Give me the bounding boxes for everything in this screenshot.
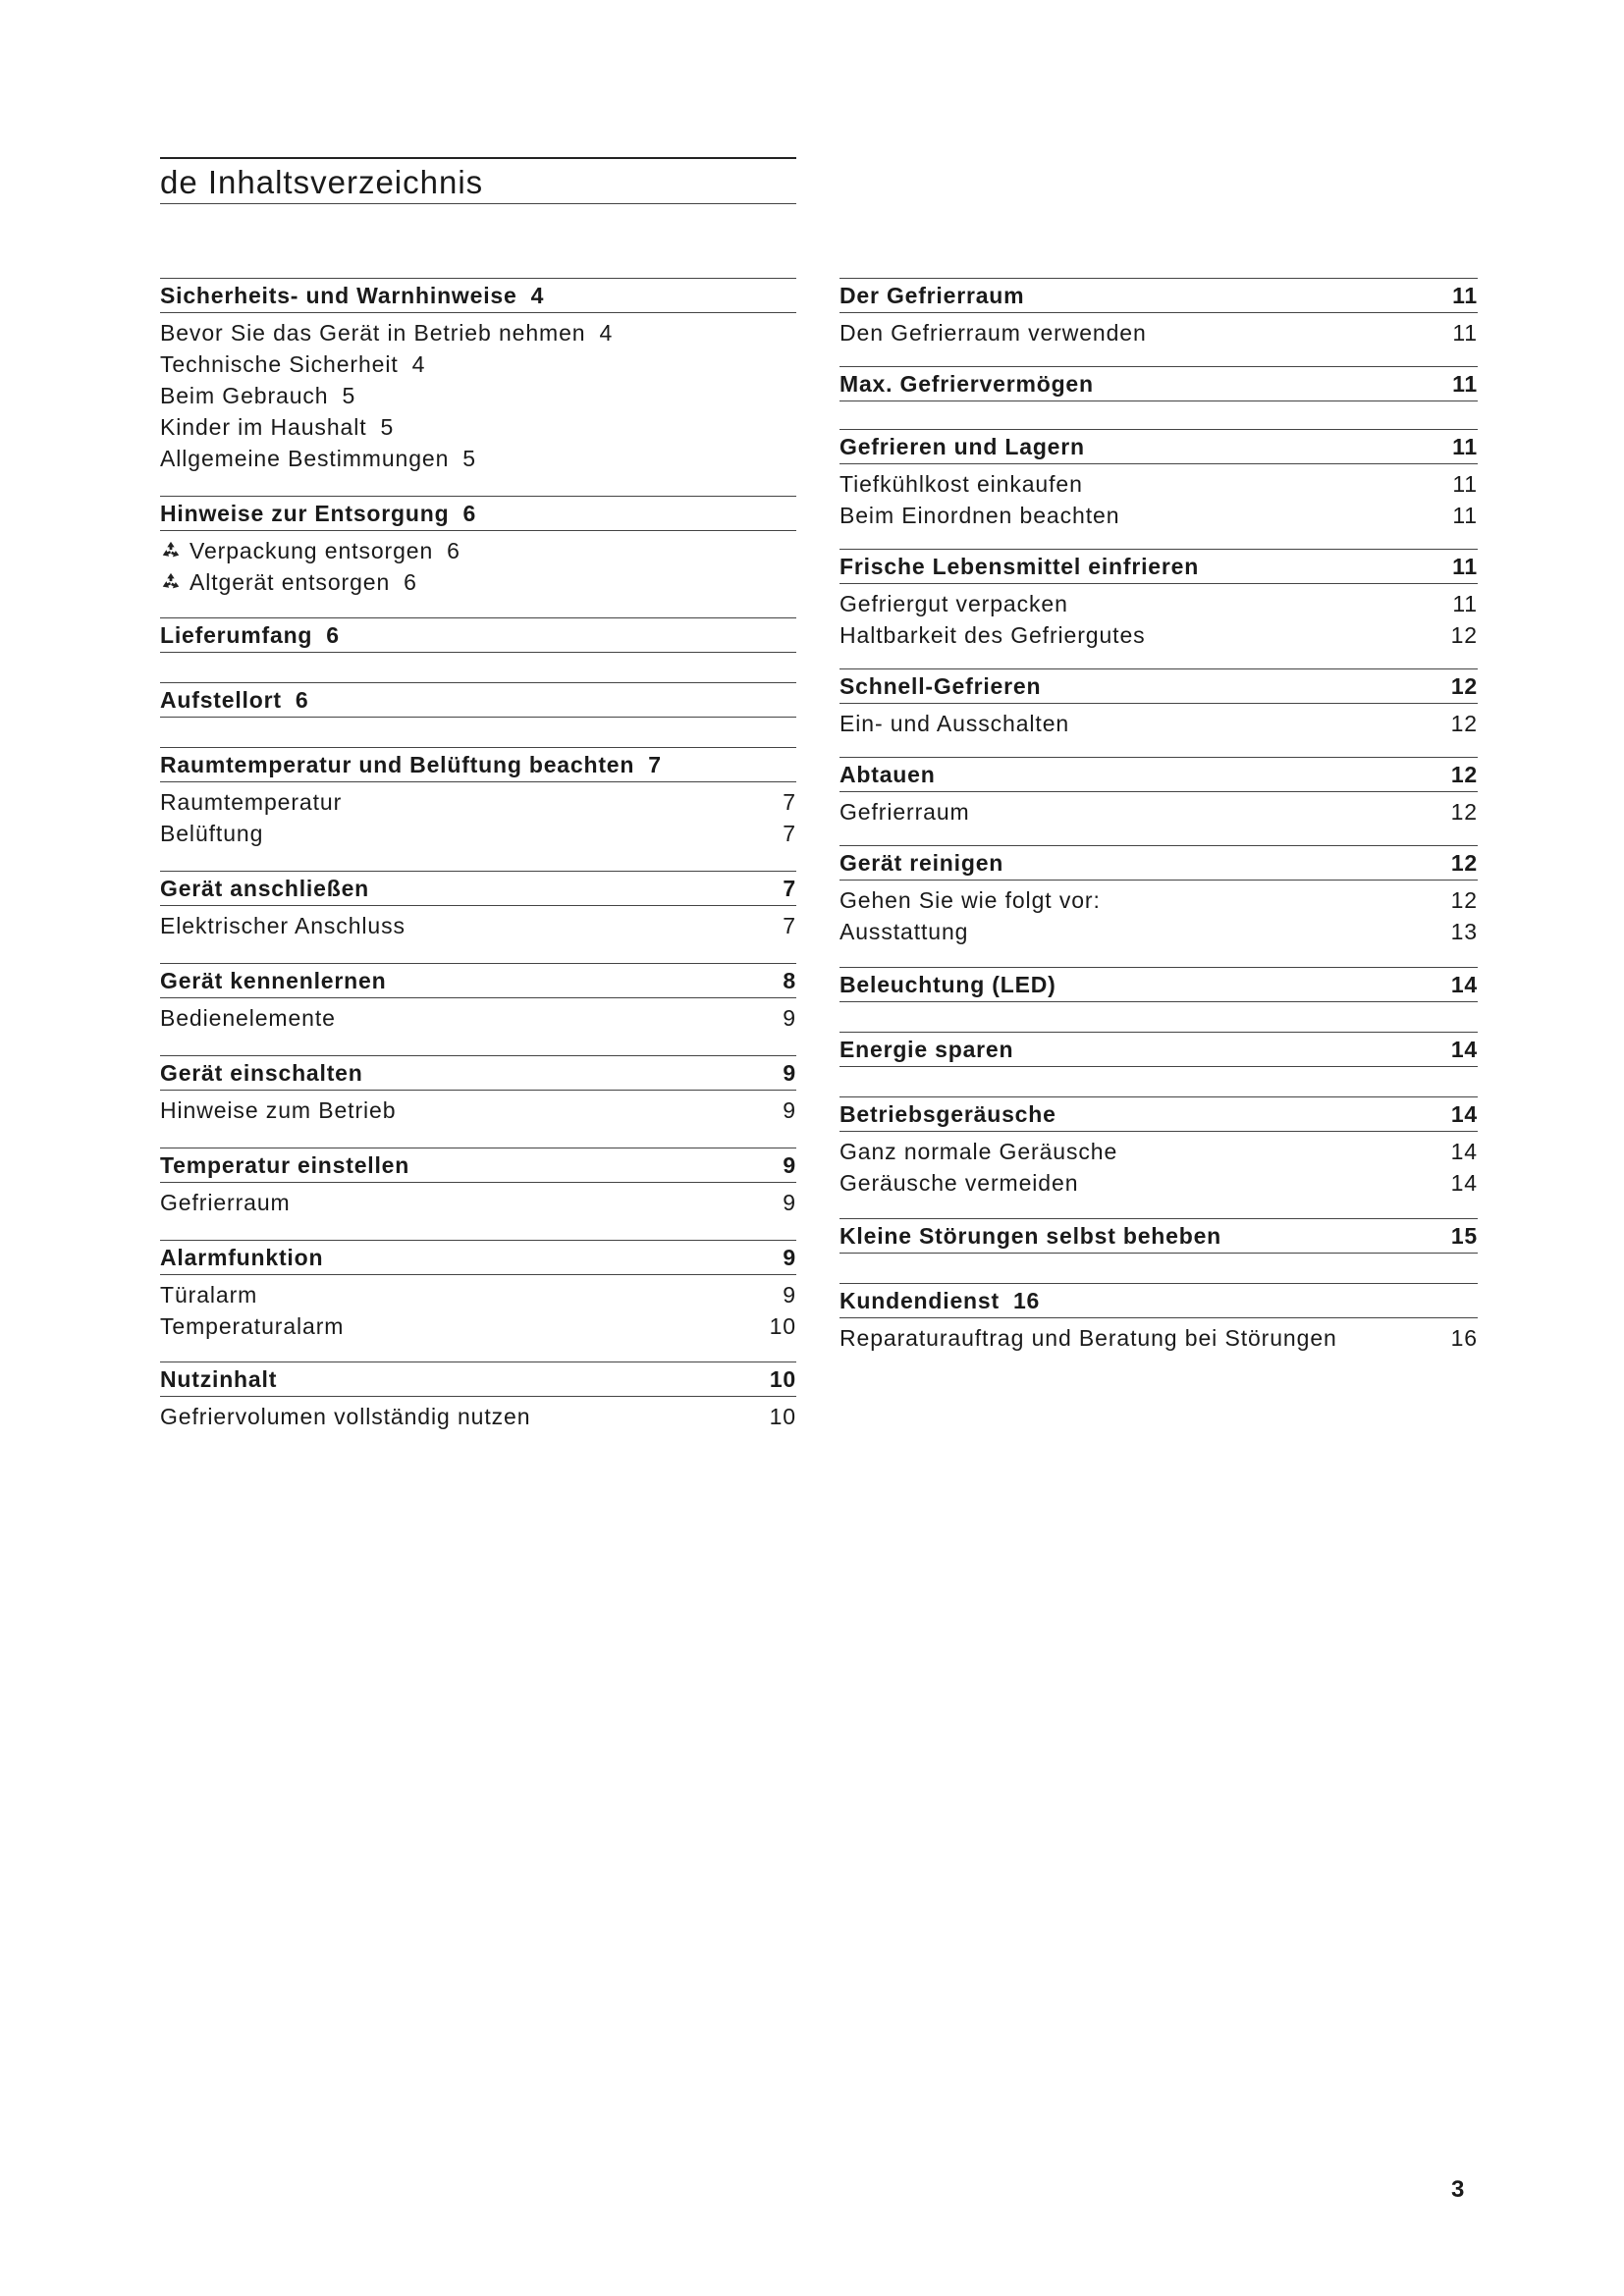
toc-section-heading[interactable] bbox=[839, 967, 1478, 1002]
toc-entry-label-wrap bbox=[160, 351, 399, 378]
toc-section-title: Gerät kennenlernen bbox=[160, 967, 387, 993]
toc-entry-page: 4 bbox=[599, 319, 614, 346]
toc-section bbox=[839, 1096, 1478, 1199]
toc-section-title: Aufstellort bbox=[160, 686, 282, 713]
toc-entry-label: Tiefkühlkost einkaufen bbox=[839, 470, 1083, 497]
toc-right-column bbox=[839, 278, 1478, 1354]
toc-entry[interactable] bbox=[160, 1279, 796, 1310]
toc-entry-list bbox=[160, 1275, 796, 1342]
toc-entry[interactable] bbox=[160, 348, 796, 380]
toc-entry-label-wrap bbox=[839, 471, 1083, 498]
toc-section-title: Sicherheits- und Warnhinweise bbox=[160, 282, 517, 308]
toc-section-page: 11 bbox=[1452, 553, 1478, 579]
toc-entry[interactable] bbox=[160, 1310, 796, 1342]
toc-entry-list bbox=[839, 313, 1478, 348]
toc-section-title: Gerät reinigen bbox=[839, 849, 1004, 876]
toc-section-title: Gerät einschalten bbox=[160, 1059, 363, 1086]
toc-section-page: 11 bbox=[1452, 282, 1478, 308]
toc-entry-list bbox=[160, 313, 796, 474]
toc-section-heading[interactable] bbox=[160, 1055, 796, 1091]
toc-section-heading[interactable] bbox=[839, 366, 1478, 401]
toc-section bbox=[160, 963, 796, 1034]
toc-section-page: 6 bbox=[462, 500, 477, 526]
toc-section-title: Der Gefrierraum bbox=[839, 282, 1025, 308]
toc-section-heading[interactable] bbox=[160, 747, 796, 782]
toc-section-title: Lieferumfang bbox=[160, 621, 313, 648]
toc-entry-label-wrap bbox=[160, 1313, 344, 1340]
toc-entry-label-wrap bbox=[160, 1282, 257, 1308]
toc-entry-label: Geräusche vermeiden bbox=[839, 1169, 1079, 1196]
toc-entry-list bbox=[160, 531, 796, 598]
toc-entry-label: Gehen Sie wie folgt vor: bbox=[839, 886, 1101, 913]
toc-entry-label-wrap bbox=[839, 887, 1101, 914]
toc-entry-label-wrap bbox=[160, 320, 585, 347]
toc-entry-label: Gefrierraum bbox=[839, 798, 970, 825]
toc-entry[interactable] bbox=[160, 1095, 796, 1126]
toc-section bbox=[839, 668, 1478, 739]
toc-left-column bbox=[160, 278, 796, 1432]
toc-entry-page: 7 bbox=[783, 820, 796, 846]
toc-entry-list bbox=[160, 906, 796, 941]
toc-entry[interactable] bbox=[160, 1187, 796, 1218]
toc-entry-page: 14 bbox=[1450, 1138, 1478, 1164]
toc-section-heading[interactable] bbox=[839, 1096, 1478, 1132]
toc-section bbox=[839, 366, 1478, 411]
toc-entry-label-wrap bbox=[160, 1404, 530, 1430]
toc-section-page: 12 bbox=[1450, 672, 1478, 699]
toc-entry-label: Gefriervolumen vollständig nutzen bbox=[160, 1403, 531, 1429]
toc-entry-list bbox=[160, 782, 796, 849]
toc-entry-page: 11 bbox=[1452, 319, 1478, 346]
toc-entry-page: 7 bbox=[783, 912, 796, 938]
toc-section-page: 8 bbox=[783, 967, 796, 993]
toc-entry[interactable] bbox=[160, 818, 796, 849]
toc-entry-page: 13 bbox=[1450, 918, 1478, 944]
toc-entry-label: Ausstattung bbox=[839, 918, 969, 944]
toc-entry-label-wrap bbox=[839, 799, 970, 826]
toc-section-page: 15 bbox=[1450, 1222, 1478, 1249]
toc-section-page: 14 bbox=[1450, 1036, 1478, 1062]
toc-entry-page: 9 bbox=[783, 1281, 796, 1308]
toc-entry-page: 11 bbox=[1452, 502, 1478, 528]
toc-entry-label: Ein- und Ausschalten bbox=[839, 710, 1070, 736]
toc-entry[interactable] bbox=[839, 588, 1478, 619]
toc-section-heading[interactable] bbox=[839, 549, 1478, 584]
toc-entry-list bbox=[839, 1318, 1478, 1354]
toc-section-heading[interactable] bbox=[839, 845, 1478, 881]
toc-section-heading[interactable] bbox=[839, 1032, 1478, 1067]
toc-entry-page: 11 bbox=[1452, 470, 1478, 497]
toc-entry-label-wrap bbox=[839, 1325, 1337, 1352]
toc-entry-label: Türalarm bbox=[160, 1281, 258, 1308]
toc-entry-label: Gefrierraum bbox=[160, 1189, 291, 1215]
toc-entry-label: Temperaturalarm bbox=[160, 1312, 345, 1339]
toc-entry[interactable] bbox=[839, 468, 1478, 500]
toc-entry-label: Gefriergut verpacken bbox=[839, 590, 1068, 616]
toc-section-page: 11 bbox=[1452, 433, 1478, 459]
toc-section bbox=[839, 278, 1478, 348]
toc-section bbox=[160, 747, 796, 849]
toc-section-heading[interactable] bbox=[160, 963, 796, 998]
toc-section-page: 14 bbox=[1450, 971, 1478, 997]
toc-entry-label: Kinder im Haushalt bbox=[160, 413, 367, 440]
toc-entry-page: 12 bbox=[1450, 621, 1478, 648]
toc-entry-page: 12 bbox=[1450, 886, 1478, 913]
toc-entry[interactable] bbox=[160, 910, 796, 941]
toc-section-heading[interactable] bbox=[839, 668, 1478, 704]
toc-entry-label: Reparaturauftrag und Beratung bei Störungen bbox=[839, 1324, 1337, 1351]
toc-entry-label-wrap bbox=[160, 446, 449, 472]
toc-entry-label: Hinweise zum Betrieb bbox=[160, 1096, 397, 1123]
toc-entry-page: 12 bbox=[1450, 710, 1478, 736]
toc-entry-label-wrap bbox=[839, 622, 1146, 649]
toc-section-heading[interactable] bbox=[160, 871, 796, 906]
toc-entry-label-wrap bbox=[160, 913, 406, 939]
toc-entry-page: 6 bbox=[404, 568, 417, 595]
toc-entry[interactable] bbox=[839, 500, 1478, 531]
toc-section-title: Temperatur einstellen bbox=[160, 1151, 410, 1178]
page-number: 3 bbox=[1451, 2176, 1465, 2203]
toc-section bbox=[839, 429, 1478, 531]
toc-entry-page: 9 bbox=[783, 1189, 796, 1215]
toc-entry-list bbox=[839, 704, 1478, 739]
toc-section-title: Alarmfunktion bbox=[160, 1244, 324, 1270]
toc-entry-label: Belüftung bbox=[160, 820, 264, 846]
toc-entry[interactable] bbox=[160, 1002, 796, 1034]
toc-entry-page: 7 bbox=[783, 788, 796, 815]
toc-section-title: Raumtemperatur und Belüftung beachten bbox=[160, 751, 635, 777]
toc-entry-label-wrap bbox=[160, 821, 263, 847]
toc-section-heading[interactable] bbox=[160, 1240, 796, 1275]
toc-entry-page: 9 bbox=[783, 1004, 796, 1031]
toc-entry-page: 14 bbox=[1450, 1169, 1478, 1196]
toc-entry-label-wrap bbox=[160, 569, 390, 596]
toc-entry[interactable] bbox=[839, 317, 1478, 348]
toc-entry-list bbox=[839, 792, 1478, 828]
toc-section-heading[interactable] bbox=[839, 757, 1478, 792]
toc-entry[interactable] bbox=[839, 1322, 1478, 1354]
toc-section-heading[interactable] bbox=[839, 278, 1478, 313]
toc-section-title: Schnell-Gefrieren bbox=[839, 672, 1042, 699]
toc-section bbox=[839, 1218, 1478, 1263]
toc-section-page: 9 bbox=[783, 1059, 796, 1086]
toc-section-page: 6 bbox=[295, 686, 309, 713]
toc-section bbox=[160, 617, 796, 663]
toc-section-heading[interactable] bbox=[160, 496, 796, 531]
toc-entry-label: Elektrischer Anschluss bbox=[160, 912, 406, 938]
toc-section bbox=[160, 1362, 796, 1432]
toc-entry-page: 5 bbox=[380, 413, 395, 440]
toc-entry-label-wrap bbox=[839, 320, 1147, 347]
toc-section-page: 7 bbox=[783, 875, 796, 901]
toc-entry-label: Bedienelemente bbox=[160, 1004, 336, 1031]
toc-entry[interactable] bbox=[839, 916, 1478, 947]
toc-section bbox=[839, 845, 1478, 947]
toc-entry-label-wrap bbox=[160, 789, 342, 816]
toc-section-title: Beleuchtung (LED) bbox=[839, 971, 1056, 997]
toc-section-heading[interactable] bbox=[160, 278, 796, 313]
toc-section-page: 4 bbox=[530, 282, 545, 308]
toc-entry[interactable] bbox=[839, 884, 1478, 916]
toc-section-title: Abtauen bbox=[839, 761, 936, 787]
toc-entry-label: Beim Gebrauch bbox=[160, 382, 329, 408]
toc-entry[interactable] bbox=[160, 317, 796, 348]
toc-entry-page: 9 bbox=[783, 1096, 796, 1123]
toc-entry[interactable] bbox=[839, 796, 1478, 828]
toc-entry-page: 11 bbox=[1452, 590, 1478, 616]
toc-entry[interactable] bbox=[160, 566, 796, 598]
toc-entry-list bbox=[160, 1183, 796, 1218]
toc-entry[interactable] bbox=[160, 786, 796, 818]
toc-entry[interactable] bbox=[839, 1167, 1478, 1199]
toc-section-heading[interactable] bbox=[839, 1283, 1478, 1318]
toc-entry-label-wrap bbox=[839, 1139, 1117, 1165]
toc-entry-label-wrap bbox=[160, 383, 329, 409]
toc-entry-label: Altgerät entsorgen bbox=[189, 568, 391, 595]
toc-section-title: Max. Gefriervermögen bbox=[839, 370, 1094, 397]
toc-section bbox=[839, 549, 1478, 651]
toc-entry-page: 4 bbox=[411, 350, 426, 377]
toc-section bbox=[160, 1055, 796, 1126]
toc-entry[interactable] bbox=[839, 619, 1478, 651]
toc-entry-label-wrap bbox=[160, 1190, 291, 1216]
toc-entry-label: Raumtemperatur bbox=[160, 788, 343, 815]
toc-section-title: Gerät anschließen bbox=[160, 875, 370, 901]
toc-entry-label: Ganz normale Geräusche bbox=[839, 1138, 1118, 1164]
toc-section-title: Kundendienst bbox=[839, 1287, 1000, 1313]
toc-entry-label: Technische Sicherheit bbox=[160, 350, 399, 377]
toc-entry-label-wrap bbox=[839, 1170, 1078, 1197]
toc-entry-list bbox=[160, 1091, 796, 1126]
page-title: de Inhaltsverzeichnis bbox=[160, 164, 484, 200]
toc-entry-label-wrap bbox=[839, 919, 968, 945]
toc-section-page: 12 bbox=[1450, 761, 1478, 787]
toc-entry-list bbox=[839, 584, 1478, 651]
toc-entry-label: Bevor Sie das Gerät in Betrieb nehmen bbox=[160, 319, 586, 346]
toc-section-heading[interactable] bbox=[160, 682, 796, 718]
toc-section-page: 11 bbox=[1452, 370, 1478, 397]
toc-section bbox=[839, 1283, 1478, 1354]
toc-entry-label-wrap bbox=[839, 711, 1069, 737]
toc-entry-page: 6 bbox=[447, 537, 460, 563]
toc-section-heading[interactable] bbox=[160, 1148, 796, 1183]
toc-section-page: 16 bbox=[1012, 1287, 1041, 1313]
toc-section-title: Energie sparen bbox=[839, 1036, 1014, 1062]
toc-entry-label-wrap bbox=[160, 1005, 336, 1032]
toc-section bbox=[160, 278, 796, 474]
toc-entry-page: 16 bbox=[1450, 1324, 1478, 1351]
toc-section-title: Nutzinhalt bbox=[160, 1365, 278, 1392]
toc-section bbox=[839, 967, 1478, 1012]
toc-entry-list bbox=[160, 1397, 796, 1432]
toc-entry-page: 5 bbox=[462, 445, 476, 471]
toc-entry-label: Allgemeine Bestimmungen bbox=[160, 445, 450, 471]
toc-entry-label: Haltbarkeit des Gefriergutes bbox=[839, 621, 1146, 648]
toc-section-page: 9 bbox=[783, 1244, 796, 1270]
toc-section-title: Kleine Störungen selbst beheben bbox=[839, 1222, 1222, 1249]
toc-entry-label-wrap bbox=[839, 591, 1068, 617]
toc-entry-list bbox=[839, 1132, 1478, 1199]
toc-section-title: Betriebsgeräusche bbox=[839, 1100, 1056, 1127]
toc-entry-label: Verpackung entsorgen bbox=[189, 537, 434, 563]
toc-section-page: 9 bbox=[783, 1151, 796, 1178]
toc-section-page: 14 bbox=[1450, 1100, 1478, 1127]
toc-section-page: 6 bbox=[326, 621, 340, 648]
toc-entry[interactable] bbox=[839, 1136, 1478, 1167]
toc-entry-page: 10 bbox=[769, 1312, 796, 1339]
toc-section-title: Hinweise zur Entsorgung bbox=[160, 500, 450, 526]
toc-entry-page: 10 bbox=[769, 1403, 796, 1429]
toc-entry[interactable] bbox=[160, 1401, 796, 1432]
toc-section bbox=[160, 1240, 796, 1342]
recycle-icon bbox=[160, 540, 182, 561]
toc-entry-label: Beim Einordnen beachten bbox=[839, 502, 1120, 528]
toc-section-title: Frische Lebensmittel einfrieren bbox=[839, 553, 1200, 579]
toc-entry-label-wrap bbox=[839, 503, 1119, 529]
toc-entry-list bbox=[839, 464, 1478, 531]
toc-section bbox=[839, 1032, 1478, 1077]
toc-section-heading[interactable] bbox=[160, 617, 796, 653]
toc-section-page: 10 bbox=[769, 1365, 796, 1392]
toc-section bbox=[160, 1148, 796, 1218]
toc-section bbox=[839, 757, 1478, 828]
toc-entry[interactable] bbox=[160, 380, 796, 411]
toc-section bbox=[160, 871, 796, 941]
toc-entry-label-wrap bbox=[160, 414, 367, 441]
toc-section-page: 12 bbox=[1450, 849, 1478, 876]
toc-section bbox=[160, 682, 796, 727]
toc-entry[interactable] bbox=[160, 411, 796, 443]
recycle-icon bbox=[160, 571, 182, 593]
toc-entry[interactable] bbox=[160, 443, 796, 474]
toc-entry[interactable] bbox=[160, 535, 796, 566]
toc-section bbox=[160, 496, 796, 598]
toc-entry[interactable] bbox=[839, 708, 1478, 739]
toc-section-page: 7 bbox=[648, 751, 662, 777]
toc-entry-list bbox=[160, 998, 796, 1034]
toc-entry-page: 12 bbox=[1450, 798, 1478, 825]
toc-entry-label-wrap bbox=[160, 538, 433, 564]
toc-section-heading[interactable] bbox=[160, 1362, 796, 1397]
toc-section-heading[interactable] bbox=[839, 1218, 1478, 1254]
page-title-block bbox=[160, 157, 796, 204]
toc-section-title: Gefrieren und Lagern bbox=[839, 433, 1085, 459]
toc-section-heading[interactable] bbox=[839, 429, 1478, 464]
toc-entry-label-wrap bbox=[160, 1097, 396, 1124]
toc-entry-list bbox=[839, 881, 1478, 947]
toc-entry-page: 5 bbox=[342, 382, 356, 408]
toc-entry-label: Den Gefrierraum verwenden bbox=[839, 319, 1147, 346]
